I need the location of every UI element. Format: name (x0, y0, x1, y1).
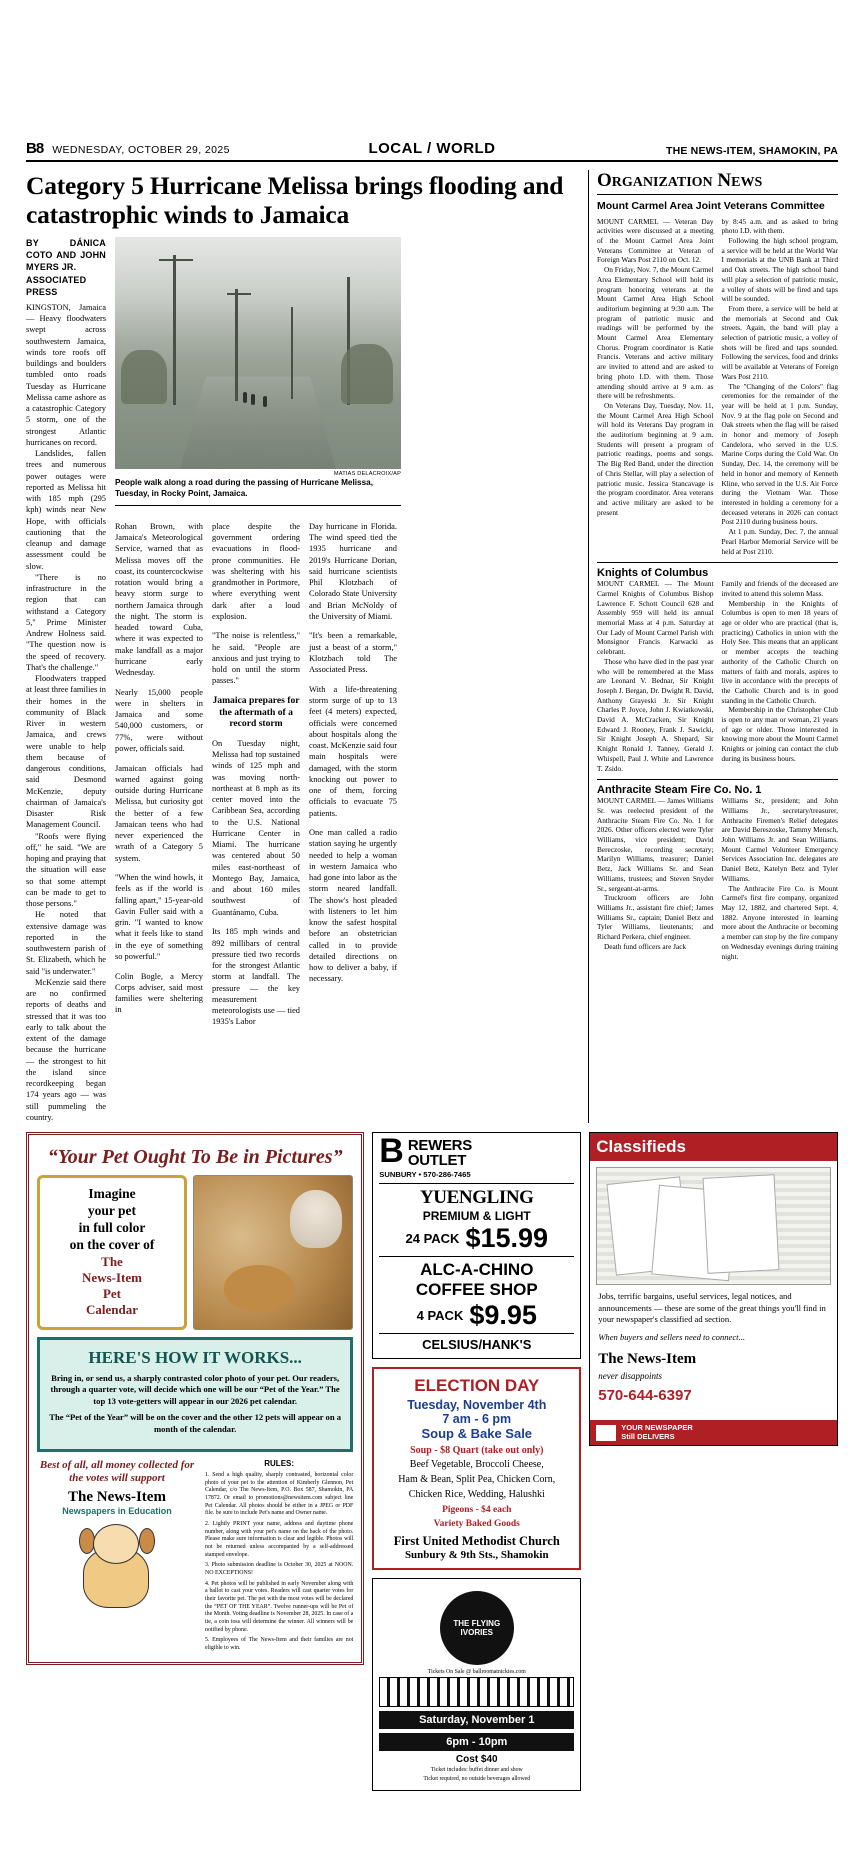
event-cost: Cost $40 (455, 1753, 498, 1765)
pigeons-price: Pigeons - $4 each (442, 1505, 512, 1516)
rule-item: 4. Pet photos will be published in early November along with a ballot to cast your votes. Readers will cast quarter votes for their favorite pet. The pet with the most votes will be declared the “PET OF THE YEAR”. Twelve runner-ups will be Pet of the Month. Voting deadline is November 28, 2025. In case of a tie, a coin toss will determine the winner. All winners will be notified by phone. (205, 1580, 354, 1633)
newspaper-page (0, 140, 864, 1868)
baked-goods: Variety Baked Goods (433, 1519, 520, 1530)
brewers-contact[interactable]: SUNBURY • 570-286-7465 (379, 1170, 471, 1180)
soup-price: Soup - $8 Quart (take out only) (410, 1445, 544, 1457)
paragraph: Its 185 mph winds and 892 millibars of central pressure tied two records for the strongest Atlantic storm at landfall. The pressure — the key measurement meteorologists use — tied 1935's Labor (212, 927, 300, 1027)
org-item-veterans (597, 200, 838, 556)
paragraph: Jamaican officials had warned against going outside during Hurricane Melissa, but curiosity got the better of a few Jamaican teens who had never experienced the wrath of a Category 5 system. (115, 763, 203, 863)
pet-ad-rules (205, 1459, 353, 1656)
ticket-note-2: Ticket required, no outside beverages allowed (423, 1776, 531, 1783)
paragraph: MOUNT CARMEL — Veteran Day activities were discussed at a meeting of the Mount Carmel Area Joint Veterans Committee at Veteran of Foreign Wars Post 2110 on Oct. 12. (597, 216, 714, 265)
paragraph: Colin Bogle, a Mercy Corps adviser, said most families were sheltering in (115, 971, 203, 1015)
classifieds-tagline: never disappoints (598, 1370, 662, 1381)
publication-name: THE NEWS-ITEM, SHAMOKIN, PA (665, 145, 838, 157)
story-column-1 (26, 237, 106, 1123)
paragraph: Following the high school program, a service will be held at the World War I memorials at the UNB Bank at Third and Oak streets. The high school band will play a selection of patriotic music, a volley of shots will be fired and taps will be sounded. (721, 236, 838, 304)
paragraph: On Veterans Day, Tuesday, Nov. 11, the Mount Carmel Area High School will hold its Veterans Day program in the auditorium beginning at 9 a.m. Students will present a program of patriotic readings, poems and songs. The Big Red Band, under the direction of Chris Stellar, will play a selection of patriotic music. Jessica Stancavage is the program coordinator. Area veterans and active military are asked to be present (597, 400, 714, 517)
footer-line-1: YOUR NEWSPAPER (621, 1423, 693, 1433)
rule-item: 2. Lightly PRINT your name, address and daytime phone number, along with your pet's name on the back of the photo. Please make sure information is clear and legible. Photos will not be returned unless accompanied by a self-addressed stamped envelope. (205, 1520, 354, 1558)
classifieds-body: Jobs, terrific bargains, useful services, legal notices, and announcements — these are some of the great things you'll find in your newspaper's classified ad section. (598, 1291, 826, 1325)
classifieds-illustration (596, 1167, 831, 1285)
oval-line: your pet (87, 1202, 137, 1218)
product-pack: 4 PACK (416, 1308, 464, 1324)
paragraph: One man called a radio station saying he urgently needed to help a woman in western Jamaica who had gone into labor as the storm neared landfall. The show's host pleaded with listeners to let him know the safest hospital before an obstetrician called in to provide detailed directions on how to deliver a baby, if necessary. (309, 828, 397, 984)
photo-caption: People walk along a road during the passing of Hurricane Melissa, Tuesday, in Rocky Point, Jamaica. (115, 478, 401, 506)
dog-illustration-icon (69, 1520, 165, 1616)
election-title: ELECTION DAY (414, 1376, 540, 1396)
paragraph: Rohan Brown, with Jamaica's Meteorological Service, warned that as Melissa moves off the coast, its countercockwise rotation would bring a heavy storm surge to northern Jamaica through the night. The storm is headed toward Cuba, where it was expected to make landfall as a major hurricane early Wednesday. (115, 521, 203, 678)
oval-line: on the cover of (69, 1236, 155, 1252)
oval-brand-line: The (101, 1253, 123, 1269)
ticket-note-1: Ticket includes: buffet dinner and show (430, 1766, 523, 1773)
oval-line: Imagine (88, 1186, 136, 1202)
event-date: Saturday, November 1 (379, 1711, 574, 1729)
middle-ad-column (372, 1132, 581, 1791)
story-photo-block (115, 237, 401, 1123)
soup-items-1: Beef Vegetable, Broccoli Cheese, (409, 1459, 544, 1471)
brewers-line1: REWERS (407, 1137, 472, 1155)
org-column (722, 796, 839, 961)
product-name: ALC-A-CHINO (420, 1260, 534, 1280)
photo-credit: MATIAS DELACROIX/AP (333, 471, 401, 478)
paragraph: MOUNT CARMEL — The Mount Carmel Knights of Columbus Bishop Lawrence F. Schott Council 628 and Assembly 959 will held its annual memorial Mass at 4 p.m. Saturday at Our Lady of Mount Carmel Parish with Monsignor Francis Karwacki as celebrant. (597, 579, 714, 657)
rule-item: 5. Employees of The News-Item and their families are not eligible to win. (205, 1637, 354, 1652)
brewers-footer: CELSIUS/HANK'S (379, 1333, 574, 1352)
story-column-4 (309, 512, 397, 1036)
org-column (597, 579, 714, 773)
paragraph: Floodwaters trapped at least three families in their homes in the community of Black River in western Jamaica, and crews were unable to help them because of dangerous conditions, said Desmond McKenzie, deputy chairman of Jamaica's Disaster Risk Management Council. (26, 674, 106, 830)
election-event: Soup & Bake Sale (421, 1426, 533, 1442)
pet-photo (193, 1175, 353, 1330)
paragraph: At 1 p.m. Sunday, Dec. 7, the annual Pearl Harbor Memorial Service will be held at Post 2110. (721, 527, 838, 556)
paragraph: Family and friends of the deceased are invited to attend this solemn Mass. (721, 579, 838, 598)
support-nie: Newspapers in Education (62, 1505, 172, 1516)
rules-title: RULES: (264, 1458, 295, 1468)
paragraph: He noted that extensive damage was reported in the southwestern parish of St. Elizabeth, which he said "is underwater." (26, 910, 106, 976)
org-item-knights (597, 562, 838, 773)
oval-brand-line: Pet (102, 1286, 122, 1302)
paragraph: Day hurricane in Florida. The wind speed tied the 1935 hurricane and 2019's Hurricane Dorian, said hurricane scientists Phil Klotzbach of Colorado State University and Brian McNoldy of the University of Miami. (309, 521, 397, 621)
newspaper-icon (596, 1425, 616, 1441)
paragraph: KINGSTON, Jamaica — Heavy floodwaters swept across southwestern Jamaica, winds tore roofs off buildings and boulders tumbled onto roads Tuesday as Hurricane Melissa came ashore as a catastrophic Category 5 storm, one of the strongest Atlantic hurricanes on record. (26, 302, 106, 447)
paragraph: With a life-threatening storm surge of up to 13 feet (4 meters) expected, officials were concerned about hospitals along the coast. McKenzie said four main hospitals were damaged, with the storm knocking out power to one of them, forcing officials to evacuate 75 patients. (309, 684, 397, 818)
org-column (597, 217, 714, 557)
hurricane-photo (115, 237, 401, 469)
rule-item: 3. Photo submission deadline is October 30, 2025 at NOON. NO EXCEPTIONS! (205, 1562, 354, 1576)
paragraph: On Friday, Nov. 7, the Mount Carmel Area Elementary School will hold its program honoring veterans at the Mount Carmel Area High School auditorium beginning at 9:30 a.m. The program of patriotic music and readings will be performed by the Mount Carmel Area Elementary Chorus. Program coordinator is Katie Francis. Veterans and active military are invited to attend and are asked to bring photo I.D. with them. Those attending should arrive at 9 a.m. as there will be refreshments. (597, 265, 714, 401)
advertising-region (26, 1132, 838, 1791)
paragraph: On Tuesday night, Melissa had top sustained winds of 125 mph and was moving north-northeast at 8 mph as its center moved into the Caribbean Sea, according to the U.S. National Hurricane Center in Miami. The hurricane was centered about 50 miles east-northeast of Montego Bay, Jamaica, and about 160 miles southwest of Guantánamo, Cuba. (212, 738, 300, 917)
masthead (26, 140, 838, 162)
product-name-2: COFFEE SHOP (415, 1280, 538, 1300)
soup-items-2: Ham & Bean, Split Pea, Chicken Corn, (398, 1474, 556, 1486)
brewers-line2 (408, 1153, 472, 1168)
product-price: $9.95 (469, 1300, 537, 1331)
election-day-ad[interactable] (372, 1367, 581, 1570)
product-yuengling (379, 1183, 574, 1252)
paragraph: "It's been a remarkable, just a beast of a storm," Klotzbach told The Associated Press. (309, 631, 397, 675)
classifieds-ad[interactable] (589, 1132, 838, 1446)
soup-items-3: Chicken Rice, Wedding, Halushki (408, 1489, 545, 1501)
paragraph: Truckroom officers are John Williams Jr., assistant fire chief; James Williams Sr., captain; Daniel Betz and Tyler Williams, lieutenants; and Richard Perkera, chief engineer. (597, 893, 714, 942)
pet-ad-oval (37, 1175, 187, 1330)
product-kind: PREMIUM & LIGHT (422, 1209, 531, 1224)
rail-title-news: EWS (731, 175, 763, 190)
org-column (722, 579, 839, 773)
paragraph: McKenzie said there are no confirmed reports of deaths and stressed that it was too early to talk about the extent of the damage because the hurricane — the strongest to hit the island since recordkeeping began 174 years ago — was still pummeling the country. (26, 977, 106, 1122)
product-price: $15.99 (465, 1223, 549, 1254)
paragraph: by 8:45 a.m. and as asked to bring photo I.D. with them. (721, 216, 838, 236)
brewers-initial: B (379, 1132, 404, 1171)
paragraph: Landslides, fallen trees and numerous power outages were reported as Melissa hit with 185 mph (295 kph) winds near New Hope, with officials cautioning that the cleanup and damage assessment could be slow. (26, 449, 106, 571)
byline-source: ASSOCIATED PRESS (26, 274, 87, 297)
classifieds-ad-column (589, 1132, 838, 1791)
page-number: B8 (26, 140, 44, 157)
paragraph: Membership in the Christopher Club is open to any man or woman, 21 years of age or older. Those interested in knowing more about the Mount Carmel Knights or joining can contact the club during its business hours. (721, 705, 838, 763)
lead-story (26, 170, 578, 1123)
paragraph: place despite the government ordering evacuations in flood-prone communities. He was sheltering with his grandmother in Portmore, where everything went dark after a loud explosion. (212, 521, 300, 621)
product-pack: 24 PACK (405, 1231, 460, 1247)
support-script: Best of all, all money collected for the votes will support (39, 1458, 195, 1484)
how-it-works-p1: Bring in, or send us, a sharply contrasted color photo of your pet. Our readers, through a quarter vote, will decide which one will be our “Pet of the Year.” The top 13 vote-getters will appear in our 2026 pet calendar. (50, 1372, 340, 1406)
classifieds-footer (590, 1420, 837, 1445)
logo-text: THE FLYING IVORIES (453, 1619, 501, 1638)
classifieds-phone[interactable]: 570-644-6397 (598, 1386, 692, 1404)
flying-ivories-ad[interactable] (372, 1578, 581, 1791)
paragraph: The "Changing of the Colors" flag ceremonies for the remainder of the year will be held at 1 p.m. Sunday, Nov. 9 at the flag pole on Second and Oak streets when the flag will be raised in honor and memory of Joseph Candelora, who served in the U.S. Marine Corps during the Cold War. On Sunday, Dec. 14, the ceremony will be held in honor and memory of Kenneth Kline, who served in the U.S. Air Force during the Vietnam War. Those interested in holding a ceremony for a deceased veterans in 2026 can contact Post 2110 during business hours. (721, 381, 838, 527)
rail-title (597, 170, 838, 195)
org-heading: Knights of Columbus (597, 562, 838, 579)
paragraph: Death fund officers are Jack (604, 941, 687, 951)
section-title: LOCAL / WORLD (368, 140, 496, 157)
rail-title-o: O (597, 170, 612, 191)
org-heading: Anthracite Steam Fire Co. No. 1 (597, 779, 838, 796)
org-heading: Mount Carmel Area Joint Veterans Committee (597, 200, 825, 212)
story-column-2 (115, 512, 203, 1036)
paragraph: Williams Sr., president; and John Williams Jr., secretary/treasurer, Anthracite Firemen's Relief delegates are David Bereszoske, Tammy Mensch, John Williams Jr. and Sean Williams. Mount Carmel Volunteer Emergency Services Association Inc. delegates are Daniel Betz, Katelyn Betz and Tyler Williams. (721, 796, 838, 883)
brewers-outlet-ad[interactable] (372, 1132, 581, 1359)
paragraph: From there, a service will be held at the memorials at Second and Oak streets. Again, the band will play a selection of patriotic music, a volley of shots will be fired and taps sounded. Following the services, food and drinks will be available at Veterans of Foreign Wars Post 2110. (721, 303, 838, 381)
page-title: Category 5 Hurricane Melissa brings flooding and catastrophic winds to Jamaica (26, 171, 564, 229)
oval-brand-line: Calendar (86, 1302, 138, 1318)
church-address: Sunbury & 9th Sts., Shamokin (404, 1549, 549, 1562)
rule-item: 1. Send a high quality, sharply contrasted, horizontal color photo of your pet to the attention of Kimberly Glennon, Pet Calendar, c/o The News-Item, P.O. Box 587, Shamokin, PA 17872. Or email to promotions@newsitem.com subject line Pet Calendar. All photos should be either in a JPEG or PDF file. be sure to include Pet's name and Owner name. (205, 1471, 354, 1517)
how-it-works-p2: The “Pet of the Year” will be on the cover and the other 12 pets will appear on a month of the calendar. (49, 1412, 342, 1434)
brewers-line2-rest: UTLET (419, 1152, 467, 1170)
footer-line-2: Still DELIVERS (621, 1431, 675, 1441)
how-it-works-box (37, 1337, 353, 1452)
oval-line: in full color (78, 1219, 146, 1235)
paragraph: MOUNT CARMEL — James Williams Sr. was reelected president of the Anthracite Steam Fire Co. No. 1 for 2026. Other officers elected were Tyler Williams, vice president; David Bereczoske, recording secretary; Marilyn Williams, treasurer; Daniel Betz, Jack Williams Sr. and Sean Williams, trustees; and Steven Snyder Sr., sergeant-at-arms. (597, 796, 714, 893)
product-alcachino (379, 1256, 574, 1329)
paragraph: "There is no infrastructure in the region that can withstand a Category 5," Prime Minister Andrew Holness said. "The question now is the speed of recovery. That's the challenge." (26, 572, 106, 672)
paragraph: "Roofs were flying off," he said. "We are hoping and praying that the situation will ease so that some attempt can be made to get to those persons." (26, 831, 106, 909)
rail-title-rest: RGANIZATION (611, 175, 713, 190)
paragraph: Those who have died in the past year who will be remembered at the Mass are Leonard V. Bednar, Sir Knight Joseph J. Bergan, Dr. Dwight R. David, Anthony Grayeski Jr. Sir Knight Charles P. Joyce, John J. Kwiatkowski, David A. McCracken, Sir Knight Edward J. Rooney, Frank J. Sawicki, Sir Knight Joseph A. Shepard, Sir Knight Ronald J. Tanney, Gerald J. Whispell, Paul J. White and Lawrence T. Zsido. (597, 656, 714, 773)
church-name: First United Methodist Church (393, 1534, 560, 1549)
story-column-3 (212, 512, 300, 1036)
classifieds-title: Classifieds (590, 1133, 837, 1161)
flying-ivories-logo-icon (440, 1591, 514, 1665)
support-brand: The News-Item (68, 1488, 166, 1505)
org-column (722, 217, 839, 557)
issue-date: WEDNESDAY, OCTOBER 29, 2025 (52, 144, 230, 156)
organization-news-rail (588, 170, 838, 1123)
election-date: Tuesday, November 4th (407, 1398, 547, 1413)
pet-calendar-ad[interactable] (26, 1132, 364, 1791)
org-column (597, 796, 714, 961)
oval-brand-line: News-Item (82, 1269, 142, 1285)
paragraph: Nearly 15,000 people were in shelters in Jamaica and some 540,000 customers, or 77%, were without power, officials said. (115, 687, 203, 753)
paragraph: "The noise is relentless," he said. "People are anxious and just trying to hold on until the storm passes." (212, 631, 300, 686)
product-name: YUENGLING (419, 1187, 534, 1209)
story-subhead: Jamaica prepares for the aftermath of a record storm (212, 695, 300, 730)
paragraph: "When the wind howls, it feels as if the world is falling apart," 15-year-old Gavin Fuller said with a grin. "I wanted to know what it feels like to stand in the eye of something so powerful." (115, 873, 203, 961)
pet-ad-title: “Your Pet Ought To Be in Pictures” (47, 1146, 343, 1169)
paragraph: The Anthracite Fire Co. is Mount Carmel's first fire company, organized May 12, 1882, and chartered Sept. 4, 1882. Anyone interested in learning more about the Anthracite or becoming a member can stop by the fire company on Wednesday evenings during training night. (721, 883, 838, 961)
paragraph: Membership in the Knights of Columbus is open to men 18 years of age or older who are practical (that is, practicing) Catholics in union with the Holy See. This means that an applicant or member accepts the teaching authority of the Catholic Church on matters of faith and morals, aspires to live in accordance with the precepts of the Catholic Church and is in good standing in the Catholic Church. (721, 598, 838, 705)
event-time: 6pm - 10pm (379, 1733, 574, 1751)
org-item-anthracite (597, 779, 838, 961)
byline: BY DÁNICA COTO AND JOHN MYERS JR. (26, 238, 106, 273)
classifieds-brand: The News-Item (598, 1351, 697, 1368)
piano-keys-icon (379, 1677, 574, 1707)
rail-title-n: N (717, 170, 732, 191)
brewers-line2-o: O (407, 1152, 420, 1170)
pet-ad-support (37, 1459, 197, 1656)
how-it-works-title: HERE'S HOW IT WORKS... (88, 1347, 302, 1367)
election-time: 7 am - 6 pm (442, 1412, 512, 1427)
classifieds-italic: When buyers and sellers need to connect... (598, 1331, 746, 1342)
ticket-link[interactable]: Tickets On Sale @ ballroomatnickies.com (427, 1669, 526, 1676)
